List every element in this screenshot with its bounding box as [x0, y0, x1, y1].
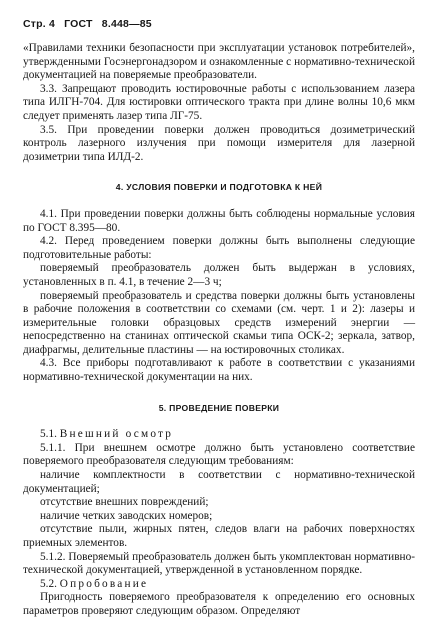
subsection-title — [23, 578, 415, 592]
page-number: Стр. 4 — [23, 18, 56, 30]
paragraph: 3.5. При проведении поверки должен проводиться дозиметрический контроль лазерного излучения при помощи измерителя для лазерной дозиметрии типа ИЛД-2. — [23, 123, 415, 163]
paragraph: 4.3. Все приборы подготавливают к работе в соответствии с указаниями нормативно-технической документации на них. — [23, 357, 415, 384]
page-header — [23, 18, 158, 30]
standard-label: ГОСТ — [64, 18, 93, 30]
section-heading: 5. ПРОВЕДЕНИЕ ПОВЕРКИ — [158, 402, 280, 413]
paragraph: отсутствие внешних повреждений; — [40, 496, 209, 509]
paragraph: наличие комплектности в соответствии с нормативно-технической документацией; — [23, 469, 415, 495]
paragraph: 5.1.2. Поверяемый преобразователь должен быть укомплектован нормативно-технической документацией, утвержденной в установленном порядке. — [23, 550, 415, 577]
paragraph: 4.2. Перед проведением поверки должны быть выполнены следующие подготовительные работы: — [23, 235, 415, 261]
paragraph: 4.1. При проведении поверки должны быть соблюдены нормальные условия по ГОСТ 8.395—80. — [23, 207, 415, 234]
paragraph: 3.3. Запрещают проводить юстировочные работы с использованием лазера типа ИЛГН-704. Для юстировки оптического тракта при длине волны 10,6 мкм следует применять лазер типа ЛГ-75. — [23, 82, 415, 122]
paragraph: 5.1.1. При внешнем осмотре должно быть установлено соответствие поверяемого преобразователя следующим требованиям: — [23, 441, 415, 468]
subsection-number: 5.2. — [40, 577, 57, 590]
paragraph: наличие четких заводских номеров; — [40, 509, 213, 522]
subsection-name: Внешний осмотр — [59, 428, 174, 441]
paragraph: поверяемый преобразователь и средства поверки должны быть установлены в рабочие положения в соответствии со схемами (см. черт. 1 и 2): лазеры и измерительные головки образцовых средств измерений энергии — непосредственно на станинах оптической скамьи типа ОСК-2; зеркала, затвор, диафрагмы, делительные пластины — на юстировочных столиках. — [23, 289, 415, 356]
subsection-title — [23, 428, 415, 442]
section-heading: 4. УСЛОВИЯ ПОВЕРКИ И ПОДГОТОВКА К НЕЙ — [115, 182, 323, 193]
subsection-number: 5.1. — [40, 428, 57, 441]
paragraph: Пригодность поверяемого преобразователя к определению его основных параметров проверяют следующим образом. Определяют — [23, 591, 415, 617]
standard-number: 8.448—85 — [101, 18, 152, 30]
paragraph: отсутствие пыли, жирных пятен, следов влаги на рабочих поверхностях приемных элементов. — [23, 523, 415, 549]
paragraph: поверяемый преобразователь должен быть выдержан в условиях, установленных в п. 4.1, в течение 2—3 ч; — [23, 262, 415, 288]
document-body — [23, 42, 415, 619]
subsection-name: Опробование — [59, 577, 149, 590]
paragraph: «Правилами техники безопасности при эксплуатации установок потребителей», утвержденными Госэнергонадзором и ознакомленные с нормативно-технической документацией на поверяемые преобразователи. — [23, 42, 415, 82]
